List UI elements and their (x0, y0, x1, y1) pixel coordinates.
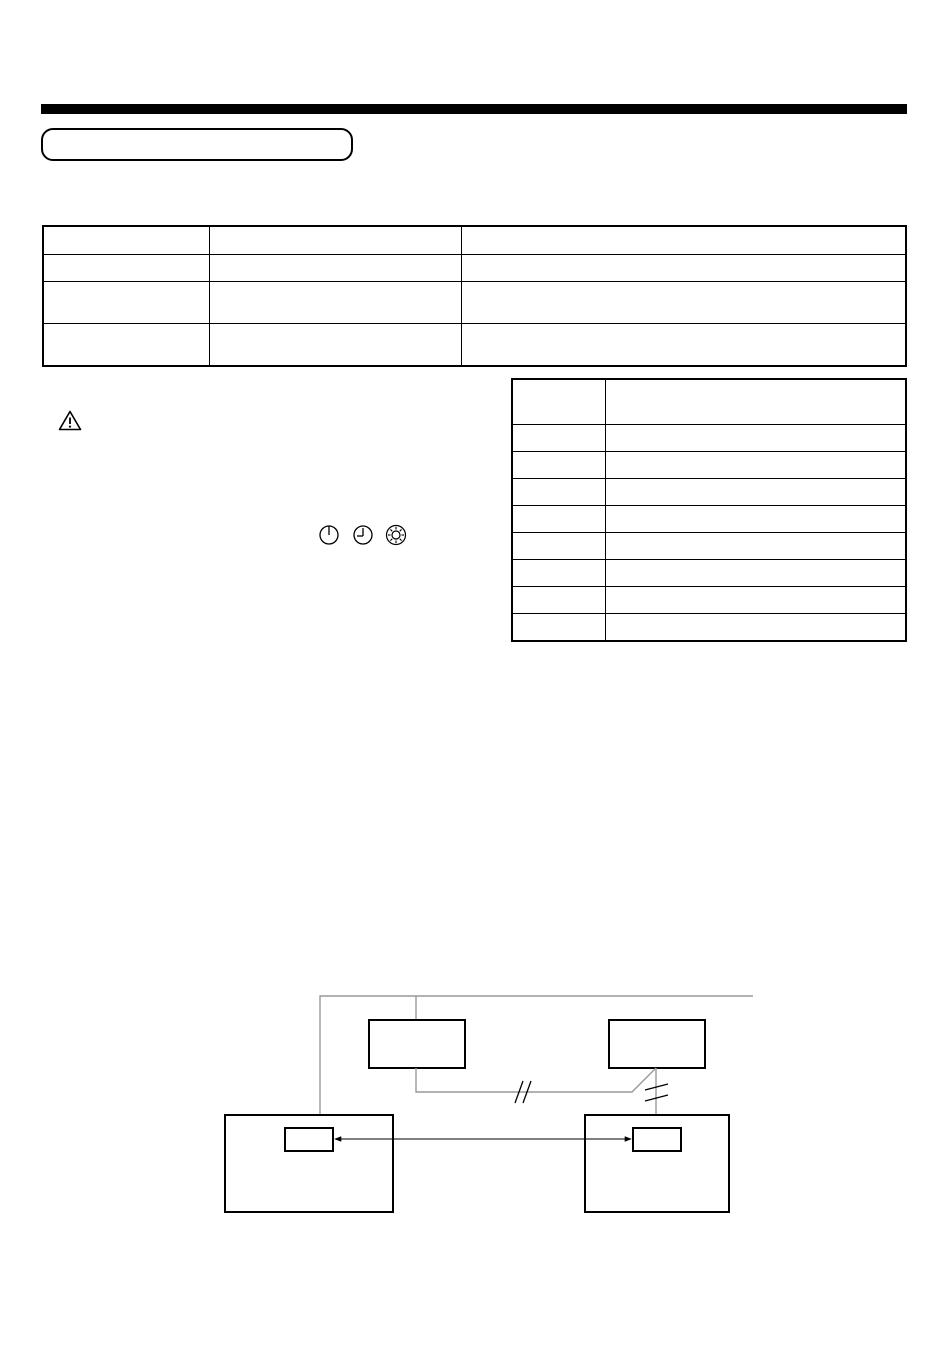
table-cell (43, 323, 209, 366)
table-cell (605, 379, 906, 424)
top-rule (41, 104, 907, 114)
code-table (511, 378, 907, 642)
table-cell (605, 586, 906, 613)
wiring-diagram (0, 985, 950, 1225)
table-row (512, 505, 906, 532)
table-row (512, 613, 906, 641)
table-row (512, 532, 906, 559)
table-row (43, 323, 906, 366)
table-cell (605, 451, 906, 478)
table-row (512, 478, 906, 505)
table-cell (512, 586, 605, 613)
table-cell (209, 323, 461, 366)
table-row (43, 226, 906, 254)
lower-left-terminal (285, 1128, 333, 1151)
upper-right-unit (609, 1020, 705, 1068)
table-cell (461, 254, 906, 281)
timer-icon (352, 524, 374, 546)
table-cell (209, 226, 461, 254)
warning-triangle-icon (58, 410, 82, 431)
lower-right-terminal (633, 1128, 681, 1151)
signal-line (416, 1068, 656, 1115)
table-cell (461, 226, 906, 254)
table-cell (209, 254, 461, 281)
table-row (512, 379, 906, 424)
power-icon (318, 524, 340, 546)
table-row (512, 586, 906, 613)
upper-left-unit (369, 1020, 465, 1068)
table-cell (461, 281, 906, 323)
table-cell (605, 613, 906, 641)
spec-table (42, 225, 907, 367)
table-cell (512, 424, 605, 451)
table-cell (512, 505, 605, 532)
table-cell (512, 613, 605, 641)
table-cell (605, 478, 906, 505)
table-cell (512, 379, 605, 424)
table-cell (43, 226, 209, 254)
sun-icon (385, 524, 407, 546)
table-cell (512, 559, 605, 586)
table-row (512, 424, 906, 451)
table-cell (461, 323, 906, 366)
table-cell (605, 532, 906, 559)
table-cell (512, 532, 605, 559)
table-cell (605, 505, 906, 532)
table-row (43, 254, 906, 281)
table-cell (43, 254, 209, 281)
table-cell (512, 478, 605, 505)
table-cell (512, 451, 605, 478)
table-cell (605, 559, 906, 586)
section-title (41, 128, 353, 161)
table-cell (43, 281, 209, 323)
table-row (43, 281, 906, 323)
table-row (512, 451, 906, 478)
table-row (512, 559, 906, 586)
table-cell (209, 281, 461, 323)
table-cell (605, 424, 906, 451)
